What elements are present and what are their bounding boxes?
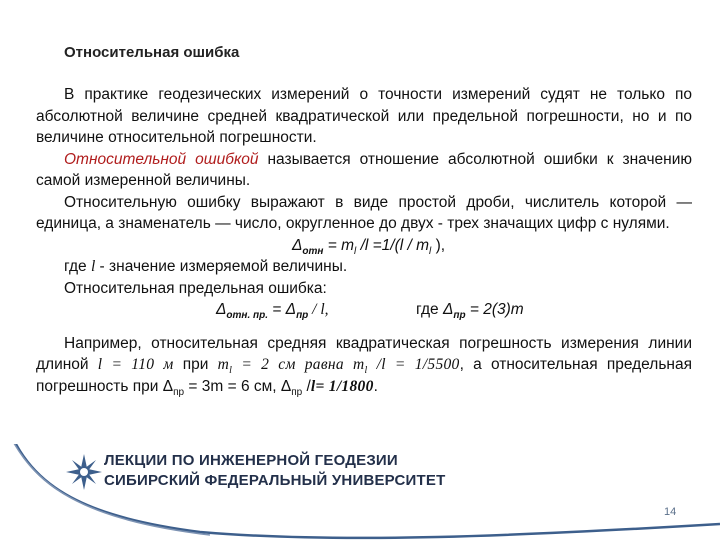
formula-text-2: /l =1/(l / m: [356, 236, 430, 254]
formula-relative-error: [36, 235, 692, 257]
sfu-logo-icon: [64, 452, 104, 492]
example-text-e: = 3m = 6 см,: [184, 377, 281, 395]
slide-title: Относительная ошибка: [64, 44, 240, 61]
formula-end: ),: [431, 236, 446, 254]
term-relative-error: Относительной ошибкой: [64, 150, 259, 168]
example-delta: Δ: [162, 377, 174, 395]
example-length: l = 110 м: [97, 356, 174, 373]
example-m: m: [217, 356, 230, 373]
formula2-subscript: отн. пр.: [226, 310, 268, 322]
example-text-b: при: [173, 356, 218, 373]
formula2-subscript-2: пр: [296, 310, 309, 322]
formula2-end: / l,: [308, 301, 329, 318]
example-result: l= 1/1800: [310, 377, 374, 395]
example-ratio-m: m: [352, 356, 365, 373]
formula-subscript-l2: l: [429, 245, 432, 257]
example-slash: /: [302, 377, 311, 395]
example-text-c: , а относительная предельная погрешность при: [36, 356, 692, 395]
example-m-sub: l: [229, 365, 233, 377]
example-delta-2: Δ: [280, 377, 292, 395]
slide-body: [36, 84, 692, 397]
formula-delta: Δ: [292, 236, 303, 254]
example-m-val: = 2 см равна: [232, 356, 353, 373]
formula-subscript-l: l: [354, 245, 357, 257]
formula3-where: где: [416, 301, 443, 318]
footer-lecture-title: ЛЕКЦИИ ПО ИНЖЕНЕРНОЙ ГЕОДЕЗИИ: [104, 452, 398, 469]
paragraph-3: Относительную ошибку выражают в виде простой дроби, числитель которой — единица, а знаменатель — число, округленное до двух - трех значащих цифр с нулями.: [36, 193, 692, 232]
example-text-a: Например, относительная средняя квадратическая погрешность измерения линии длиной: [36, 334, 692, 373]
example-paragraph: [36, 333, 692, 398]
formula3-end: = 2(3)m: [465, 301, 524, 318]
formula3-subscript: пр: [453, 310, 466, 322]
paragraph-1: В практике геодезических измерений о точности измерений судят не только по абсолютной величине средней квадратической или предельной погрешности, но и по величине относительной погрешности.: [36, 86, 692, 146]
formula-subscript: отн: [302, 245, 324, 257]
formula-limit-error: [36, 299, 692, 321]
formula2-delta: Δ: [216, 301, 227, 318]
paragraph-2: [36, 149, 692, 192]
example-delta-2-sub: пр: [291, 386, 303, 398]
page-number: 14: [664, 506, 677, 518]
formula3-delta: Δ: [442, 301, 454, 318]
paragraph-4: Относительная предельная ошибка:: [64, 279, 327, 297]
slide-footer: [0, 444, 720, 540]
example-ratio-sub: l: [364, 365, 368, 377]
paragraph-2-text: называется отношение абсолютной ошибки к значению самой измеренной величины.: [36, 150, 692, 189]
example-ratio: /l = 1/5500: [367, 356, 460, 373]
where-text: где: [64, 258, 91, 275]
where-description: - значение измеряемой величины.: [95, 258, 348, 275]
where-line: [36, 256, 692, 278]
formula-text: = m: [323, 236, 355, 254]
footer-university: СИБИРСКИЙ ФЕДЕРАЛЬНЫЙ УНИВЕРСИТЕТ: [104, 472, 446, 489]
where-symbol: l: [90, 258, 96, 275]
example-delta-sub: пр: [173, 386, 185, 398]
formula2-mid: = Δ: [268, 301, 297, 318]
formula-limit-def: [416, 299, 524, 321]
example-period: .: [373, 377, 378, 395]
